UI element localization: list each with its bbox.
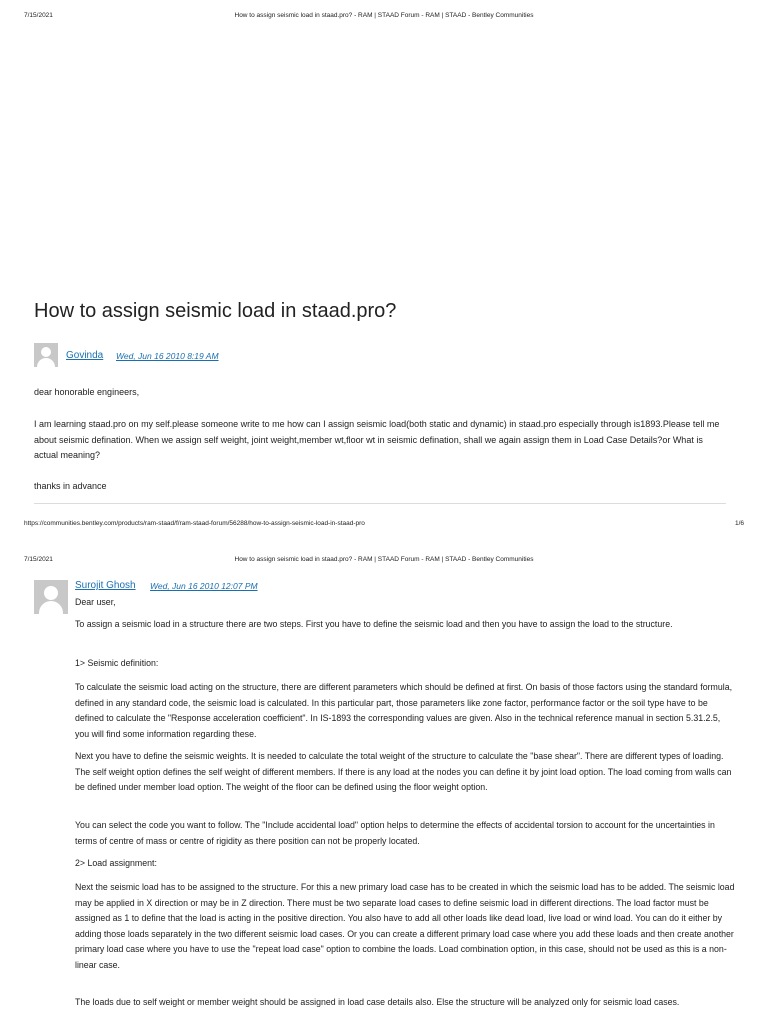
reply-timestamp[interactable]: Wed, Jun 16 2010 12:07 PM	[150, 581, 258, 591]
post-body: I am learning staad.pro on my self.please someone write to me how can I assign seismic load(both static and dynamic) in staad.pro especially through is1893.Please tell me about seismic defination. When we assign self weight, joint weight,member wt,floor wt in seismic defination, shall we again assign them in Load Case Details?or What is actual meaning?	[34, 419, 720, 460]
reply-step-1: 1> Seismic definition:	[75, 658, 159, 668]
post-timestamp[interactable]: Wed, Jun 16 2010 8:19 AM	[116, 351, 219, 361]
print-date: 7/15/2021	[24, 556, 53, 563]
reply-greeting: Dear user,	[75, 597, 116, 607]
print-url: https://communities.bentley.com/products/ram-staad/f/ram-staad-forum/56288/how-to-assign-seismic-load-in-staad-pro	[24, 520, 365, 527]
reply-paragraph: Next you have to define the seismic weights. It is needed to calculate the total weight of the structure to calculate the "base shear". There are different types of loading. The self weight option defines the self weight of different members. If there is any load at the nodes you can define it by joint load option. The load coming from walls can be defined under member load option. The weight of the floor can be defined using the floor weight option.	[75, 751, 732, 793]
print-title: How to assign seismic load in staad.pro? - RAM | STAAD Forum - RAM | STAAD - Bentley Communities	[234, 556, 534, 563]
avatar[interactable]	[34, 343, 58, 367]
reply-paragraph: To calculate the seismic load acting on the structure, there are different parameters which should be defined at first. On basis of those factors using the standard formula, defined in any standard code, the seismic load is calculated. In this particular part, those parameters like zone factor, performance factor or the soil type have to be defined to calculate the "Response acceleration coefficient". In IS-1893 the corresponding values are given. Also in the technical reference manual in section 5.31.2.5, you will find some information regarding these.	[75, 682, 733, 739]
print-date: 7/15/2021	[24, 12, 53, 19]
divider	[34, 503, 726, 504]
page-title: How to assign seismic load in staad.pro?	[34, 300, 397, 322]
author-link[interactable]: Surojit Ghosh	[75, 580, 136, 591]
reply-paragraph: You can select the code you want to follow. The "Include accidental load" option helps to determine the effects of accidental torsion to account for the uncertainties in terms of centre of mass or centre of rigidity as there position can not be properly located.	[75, 820, 715, 846]
reply-paragraph: The loads due to self weight or member weight should be assigned in load case details also. Else the structure will be analyzed only for seismic load cases.	[75, 997, 680, 1007]
author-link[interactable]: Govinda	[66, 350, 104, 361]
post-closing: thanks in advance	[34, 481, 107, 491]
reply-intro: To assign a seismic load in a structure there are two steps. First you have to define the seismic load and then you have to assign the load to the structure.	[75, 619, 673, 629]
page-number: 1/6	[734, 520, 744, 527]
reply-step-2: 2> Load assignment:	[75, 858, 157, 868]
post-greeting: dear honorable engineers,	[34, 387, 140, 397]
print-title: How to assign seismic load in staad.pro? - RAM | STAAD Forum - RAM | STAAD - Bentley Communities	[234, 12, 534, 19]
reply-paragraph: Next the seismic load has to be assigned to the structure. For this a new primary load case has to be created in which the seismic load has to be added. The seismic load may be applied in X direction or may be in Z direction. There must be two separate load cases to define seismic load in different directions. The load factor must be assigned as 1 to define that the load is acting in the positive direction. You also have to add all other loads like dead load, live load or wind load. You can do it either by adding those loads separately in the two different seismic load cases. Or you can create a different primary load case where you add these loads and then create another primary load case where you have to use the "repeat load case" option to combine the loads. Load combination option, in this case, should not be used as this is a non-linear case.	[75, 882, 735, 970]
avatar[interactable]	[34, 580, 68, 614]
